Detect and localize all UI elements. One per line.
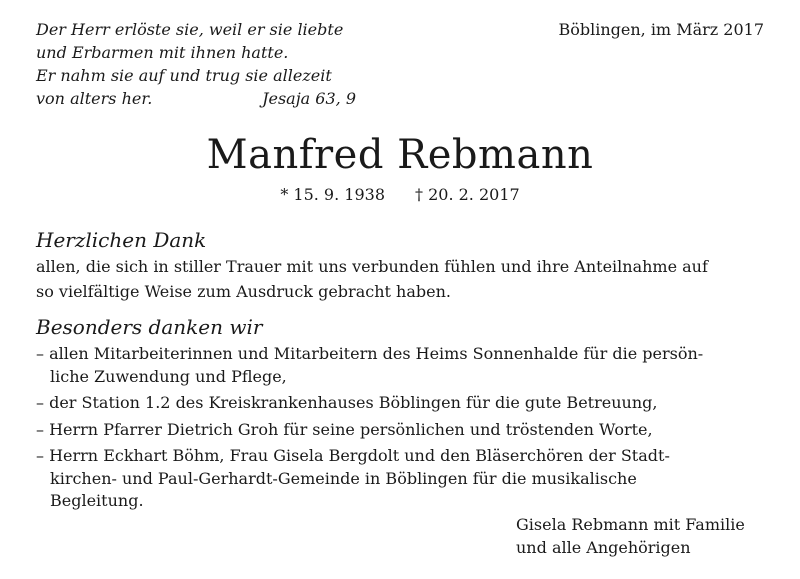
thanks-line: so vielfältige Weise zum Ausdruck gebracht haben. [36,282,451,301]
thanks-heading: Herzlichen Dank [36,228,207,252]
thanks-paragraph [36,254,776,304]
list-item [36,343,776,388]
verse-line: Er nahm sie auf und trug sie allezeit [36,66,332,85]
deceased-name: Manfred Rebmann [206,132,594,178]
signature-line: Gisela Rebmann mit Familie [516,515,745,534]
special-thanks-list [36,343,776,517]
place-date: Böblingen, im März 2017 [558,20,764,39]
list-item-line: kirchen- und Paul-Gerhardt-Gemeinde in Böblingen für die musikalische [50,468,637,488]
birth-date: * 15. 9. 1938 [280,185,385,204]
verse-reference: Jesaja 63, 9 [262,89,356,108]
signature-line: und alle Angehörigen [516,537,691,557]
signature [516,514,745,559]
thanks-line: allen, die sich in stiller Trauer mit uns verbunden fühlen und ihre Anteilnahme auf [36,257,708,276]
list-item-line: – der Station 1.2 des Kreiskrankenhauses Böblingen für die gute Betreuung, [36,393,658,412]
special-thanks-heading: Besonders danken wir [36,315,263,339]
death-date: † 20. 2. 2017 [415,185,520,204]
list-item-line: – allen Mitarbeiterinnen und Mitarbeitern des Heims Sonnenhalde für die persön- [36,344,704,363]
list-item-line: – Herrn Pfarrer Dietrich Groh für seine persönlichen und tröstenden Worte, [36,419,653,439]
list-item-line: Begleitung. [50,491,144,510]
list-item-line: liche Zuwendung und Pflege, [50,366,287,386]
list-item-line: – Herrn Eckhart Böhm, Frau Gisela Bergdolt und den Bläserchören der Stadt- [36,446,670,465]
life-dates [0,184,800,206]
list-item [36,392,776,415]
list-item [36,445,776,513]
verse-last-line [36,87,366,110]
bible-verse [36,18,366,110]
verse-line: und Erbarmen mit ihnen hatte. [36,43,289,62]
verse-line: Der Herr erlöste sie, weil er sie liebte [36,20,344,39]
verse-line: von alters her. [36,89,153,108]
list-item [36,419,776,442]
